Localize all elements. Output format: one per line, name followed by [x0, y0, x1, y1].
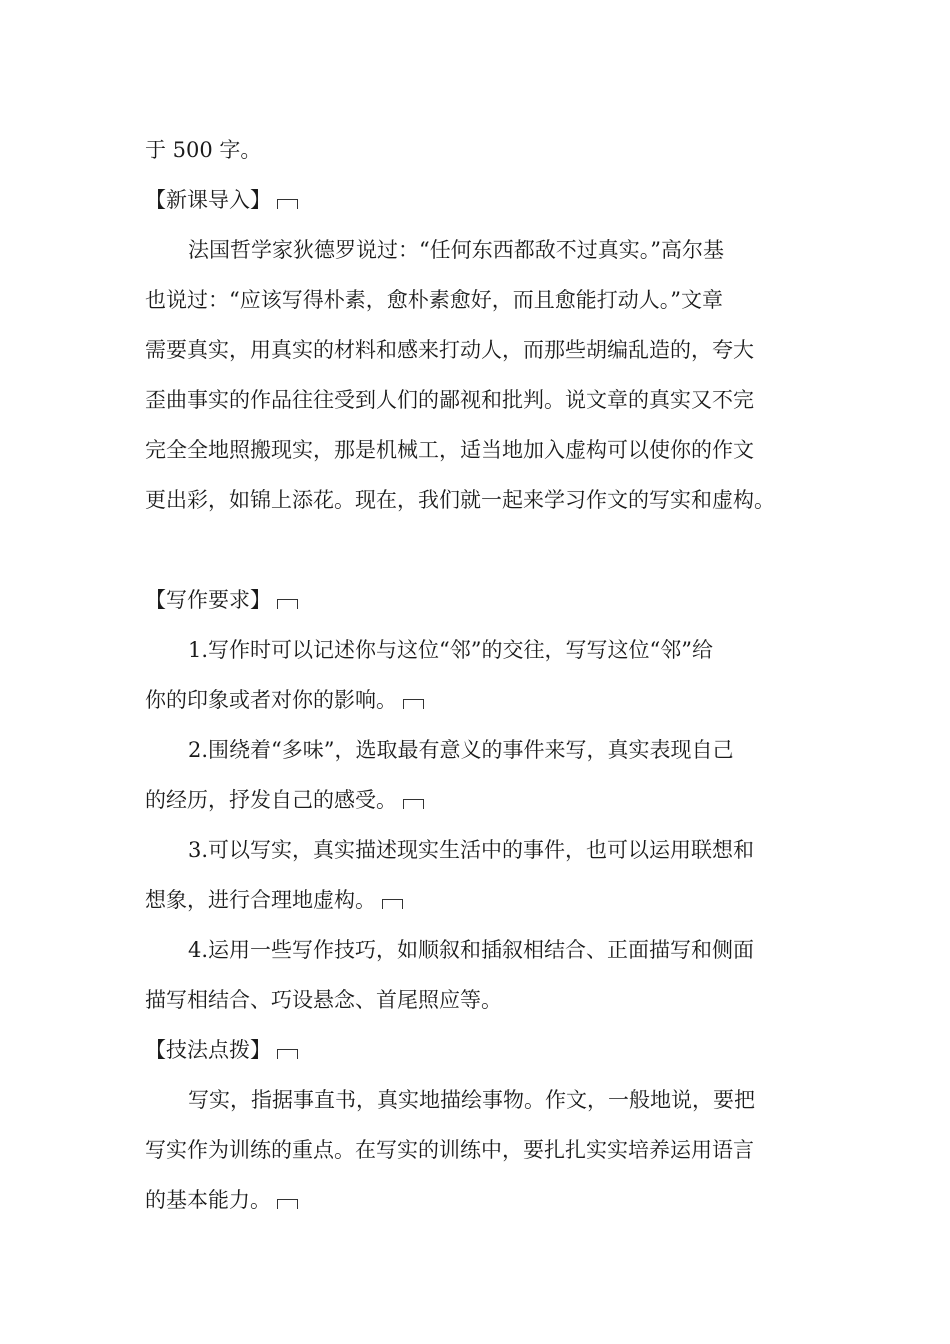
text: 1.写作时可以记述你与这位“邻”的交往，写写这位“邻”给 [188, 638, 713, 662]
text: 写实，指据事直书，真实地描绘事物。作文，一般地说，要把 [188, 1088, 755, 1112]
text-line [145, 435, 754, 465]
text-line [145, 1185, 298, 1215]
text: 写实作为训练的重点。在写实的训练中，要扎扎实实培养运用语言 [145, 1138, 754, 1162]
text: 也说过：“应该写得朴素，愈朴素愈好，而且愈能打动人。”文章 [145, 288, 723, 312]
text-line [188, 235, 724, 265]
text: 4.运用一些写作技巧，如顺叙和插叙相结合、正面描写和侧面 [188, 938, 755, 962]
text: 歪曲事实的作品往往受到人们的鄙视和批判。说文章的真实又不完 [145, 388, 754, 412]
text: 描写相结合、巧设悬念、首尾照应等。 [145, 988, 502, 1012]
paragraph-mark-icon [403, 699, 424, 709]
text: 完全全地照搬现实，那是机械工，适当地加入虚构可以使你的作文 [145, 438, 754, 462]
text-line [145, 285, 723, 315]
text: 想象，进行合理地虚构。 [145, 888, 376, 912]
heading-text: 【技法点拨】 [145, 1038, 271, 1062]
text-line [188, 935, 754, 965]
paragraph-mark-icon [277, 1199, 298, 1209]
text-line [145, 785, 424, 815]
paragraph-mark-icon [382, 899, 403, 909]
text: 更出彩，如锦上添花。现在，我们就一起来学习作文的写实和虚构。 [145, 488, 775, 512]
paragraph-mark-icon [277, 1049, 298, 1059]
text-line [145, 135, 261, 165]
text: 的基本能力。 [145, 1188, 271, 1212]
paragraph-mark-icon [277, 199, 298, 209]
text: 的经历，抒发自己的感受。 [145, 788, 397, 812]
section-heading-intro [145, 185, 298, 215]
text-line [145, 385, 754, 415]
text: 3.可以写实，真实描述现实生活中的事件，也可以运用联想和 [188, 838, 755, 862]
heading-text: 【写作要求】 [145, 588, 271, 612]
text-line [145, 485, 775, 515]
text: 需要真实，用真实的材料和感来打动人，而那些胡编乱造的，夸大 [145, 338, 754, 362]
text-line [188, 635, 713, 665]
paragraph-mark-icon [277, 599, 298, 609]
text: 2.围绕着“多味”，选取最有意义的事件来写，真实表现自己 [188, 738, 734, 762]
text-line [188, 735, 734, 765]
text-line [188, 1085, 755, 1115]
text-line [145, 685, 424, 715]
text-line [145, 335, 754, 365]
text: 你的印象或者对你的影响。 [145, 688, 397, 712]
heading-text: 【新课导入】 [145, 188, 271, 212]
text-line [145, 985, 502, 1015]
text-line [145, 885, 403, 915]
text-line [188, 835, 754, 865]
text-line [145, 1135, 754, 1165]
text: 法国哲学家狄德罗说过：“任何东西都敌不过真实。”高尔基 [188, 238, 724, 262]
section-heading-technique [145, 1035, 298, 1065]
section-heading-requirements [145, 585, 298, 615]
text: 于 500 字。 [145, 138, 262, 162]
paragraph-mark-icon [403, 799, 424, 809]
